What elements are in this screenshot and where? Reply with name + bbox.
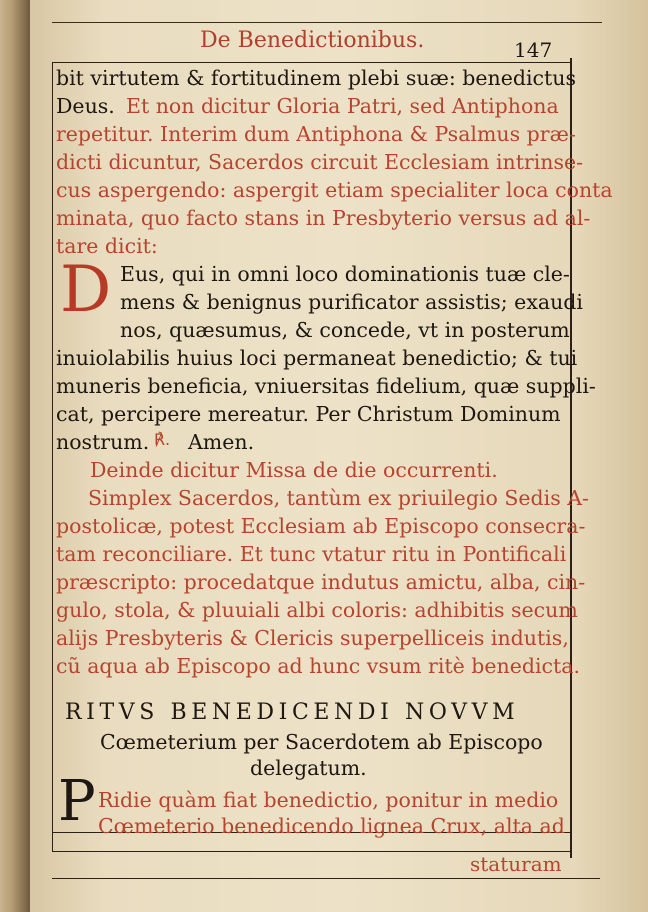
response-symbol: ℟. bbox=[154, 430, 171, 449]
catchword: staturam bbox=[470, 852, 562, 876]
rubric-line: Deinde dicitur Missa de die occurrenti. bbox=[90, 458, 498, 482]
rubric-line: repetitur. Interim dum Antiphona & Psalmus præ- bbox=[56, 122, 576, 146]
book-spine bbox=[0, 0, 30, 912]
section-subheading: Cœmeterium per Sacerdotem ab Episcopo bbox=[100, 730, 543, 754]
rubric-line: tare dicit: bbox=[56, 234, 158, 258]
running-head: De Benedictionibus. bbox=[200, 28, 425, 53]
rubric-line: dicti dicuntur, Sacerdos circuit Ecclesiam intrinse- bbox=[56, 150, 584, 174]
prayer-line: nostrum. bbox=[56, 430, 150, 454]
rubric-line: Simplex Sacerdos, tantùm ex priuilegio Sedis A- bbox=[88, 486, 589, 510]
prayer-line: muneris beneficia, vniuersitas fidelium, quæ suppli- bbox=[56, 374, 596, 398]
rubric-line: præscripto: procedatque indutus amictu, alba, cin- bbox=[56, 570, 586, 594]
prayer-line: Eus, qui in omni loco dominationis tuæ cle- bbox=[120, 262, 570, 286]
drop-cap-d: D bbox=[60, 253, 112, 327]
section-heading: RITVS BENEDICENDI NOVVM bbox=[65, 700, 520, 725]
text-line: Deus. bbox=[56, 94, 115, 118]
bottom-rule bbox=[52, 878, 600, 879]
rubric-line: cus aspergendo: aspergit etiam specialiter loca conta bbox=[56, 178, 613, 202]
rubric-line: minata, quo facto stans in Presbyterio versus ad al- bbox=[56, 206, 591, 230]
prayer-line: inuiolabilis huius loci permaneat benedictio; & tui bbox=[56, 346, 578, 370]
prayer-line: nos, quæsumus, & concede, vt in posterum bbox=[120, 318, 570, 342]
rubric-line: tam reconciliare. Et tunc vtatur ritu in Pontificali bbox=[56, 542, 567, 566]
rubric-line: alijs Presbyteris & Clericis superpelliceis indutis, bbox=[56, 626, 569, 650]
rubric-line: Cœmeterio benedicendo lignea Crux, alta ad bbox=[98, 814, 565, 838]
rubric-line: Ridie quàm fiat benedictio, ponitur in medio bbox=[98, 788, 559, 812]
rubric-line: cũ aqua ab Episcopo ad hunc vsum ritè benedicta. bbox=[56, 654, 581, 678]
text-line: bit virtutem & fortitudinem plebi suæ: benedictus bbox=[56, 66, 576, 90]
section-subheading: delegatum. bbox=[250, 756, 367, 780]
rubric-line: postolicæ, potest Ecclesiam ab Episcopo consecra- bbox=[56, 514, 586, 538]
rubric-line: Et non dicitur Gloria Patri, sed Antiphona bbox=[126, 94, 559, 118]
prayer-line: mens & benignus purificator assistis; exaudi bbox=[120, 290, 583, 314]
page-number: 147 bbox=[514, 38, 553, 62]
prayer-line: cat, percipere mereatur. Per Christum Dominum bbox=[56, 402, 561, 426]
rubric-line: gulo, stola, & pluuiali albi coloris: adhibitis secum bbox=[56, 598, 578, 622]
response-amen: Amen. bbox=[188, 430, 255, 454]
book-page bbox=[30, 0, 648, 912]
drop-cap-p: P bbox=[58, 769, 96, 834]
top-rule bbox=[52, 22, 602, 23]
